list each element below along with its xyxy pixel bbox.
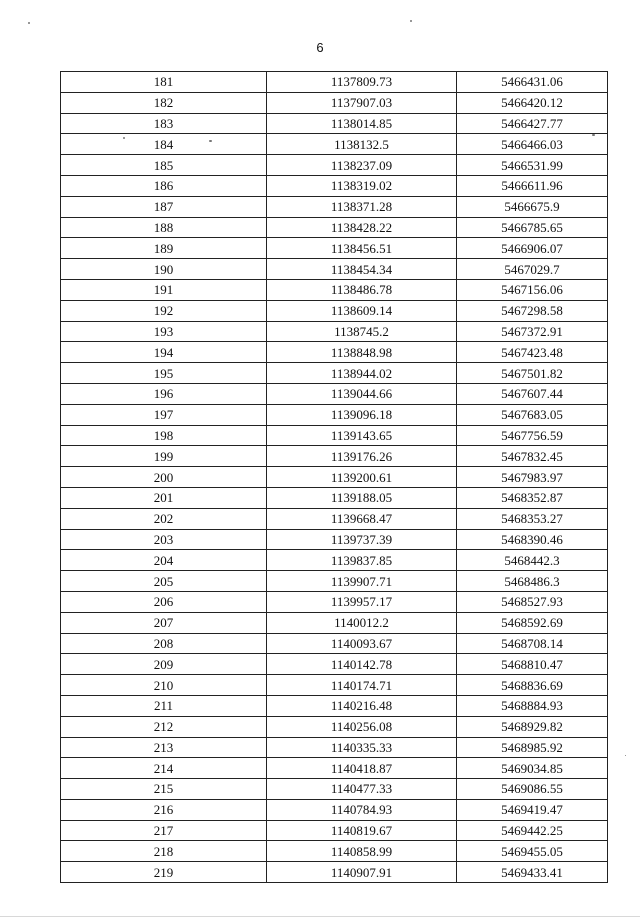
y-coordinate-cell: 5469086.55: [457, 779, 608, 800]
point-number-cell: 196: [61, 383, 267, 404]
table-row: [61, 321, 608, 342]
table-row: [61, 383, 608, 404]
table-row: [61, 633, 608, 654]
y-coordinate-cell: 5466785.65: [457, 217, 608, 238]
y-coordinate-cell: 5466431.06: [457, 72, 608, 93]
x-coordinate-cell: 1138319.02: [267, 175, 457, 196]
x-coordinate-cell: 1140907.91: [267, 862, 457, 883]
table-row: [61, 737, 608, 758]
point-number-cell: 183: [61, 113, 267, 134]
x-coordinate-cell: 1139143.65: [267, 425, 457, 446]
scan-speck: [123, 137, 125, 139]
point-number-cell: 185: [61, 155, 267, 176]
x-coordinate-cell: 1139188.05: [267, 487, 457, 508]
y-coordinate-cell: 5469034.85: [457, 758, 608, 779]
point-number-cell: 203: [61, 529, 267, 550]
x-coordinate-cell: 1138371.28: [267, 196, 457, 217]
y-coordinate-cell: 5468527.93: [457, 591, 608, 612]
table-row: [61, 279, 608, 300]
point-number-cell: 218: [61, 841, 267, 862]
table-row: [61, 217, 608, 238]
x-coordinate-cell: 1140335.33: [267, 737, 457, 758]
x-coordinate-cell: 1139668.47: [267, 508, 457, 529]
point-number-cell: 188: [61, 217, 267, 238]
point-number-cell: 211: [61, 695, 267, 716]
scan-speck: [209, 140, 212, 142]
y-coordinate-cell: 5468836.69: [457, 675, 608, 696]
coordinates-table-body: [61, 72, 608, 883]
x-coordinate-cell: 1137907.03: [267, 92, 457, 113]
table-row: [61, 862, 608, 883]
scan-edge-line: [0, 916, 640, 917]
y-coordinate-cell: 5467156.06: [457, 279, 608, 300]
y-coordinate-cell: 5466906.07: [457, 238, 608, 259]
table-row: [61, 820, 608, 841]
point-number-cell: 200: [61, 467, 267, 488]
x-coordinate-cell: 1139044.66: [267, 383, 457, 404]
y-coordinate-cell: 5466427.77: [457, 113, 608, 134]
point-number-cell: 193: [61, 321, 267, 342]
x-coordinate-cell: 1140012.2: [267, 612, 457, 633]
point-number-cell: 210: [61, 675, 267, 696]
point-number-cell: 189: [61, 238, 267, 259]
scan-speck: [625, 755, 626, 756]
table-row: [61, 779, 608, 800]
x-coordinate-cell: 1139200.61: [267, 467, 457, 488]
table-row: [61, 238, 608, 259]
x-coordinate-cell: 1138609.14: [267, 300, 457, 321]
y-coordinate-cell: 5468929.82: [457, 716, 608, 737]
point-number-cell: 190: [61, 259, 267, 280]
y-coordinate-cell: 5466420.12: [457, 92, 608, 113]
point-number-cell: 184: [61, 134, 267, 155]
y-coordinate-cell: 5467756.59: [457, 425, 608, 446]
x-coordinate-cell: 1140174.71: [267, 675, 457, 696]
table-row: [61, 487, 608, 508]
point-number-cell: 207: [61, 612, 267, 633]
x-coordinate-cell: 1140142.78: [267, 654, 457, 675]
table-row: [61, 675, 608, 696]
x-coordinate-cell: 1140418.87: [267, 758, 457, 779]
y-coordinate-cell: 5466466.03: [457, 134, 608, 155]
table-row: [61, 113, 608, 134]
y-coordinate-cell: 5468810.47: [457, 654, 608, 675]
y-coordinate-cell: 5467832.45: [457, 446, 608, 467]
x-coordinate-cell: 1138237.09: [267, 155, 457, 176]
y-coordinate-cell: 5467372.91: [457, 321, 608, 342]
point-number-cell: 209: [61, 654, 267, 675]
x-coordinate-cell: 1138132.5: [267, 134, 457, 155]
y-coordinate-cell: 5467683.05: [457, 404, 608, 425]
point-number-cell: 205: [61, 571, 267, 592]
table-row: [61, 300, 608, 321]
x-coordinate-cell: 1138944.02: [267, 363, 457, 384]
y-coordinate-cell: 5468352.87: [457, 487, 608, 508]
table-row: [61, 841, 608, 862]
table-row: [61, 155, 608, 176]
page-number: 6: [316, 40, 324, 55]
point-number-cell: 187: [61, 196, 267, 217]
point-number-cell: 217: [61, 820, 267, 841]
scan-speck: [592, 134, 595, 136]
point-number-cell: 215: [61, 779, 267, 800]
table-row: [61, 799, 608, 820]
point-number-cell: 204: [61, 550, 267, 571]
point-number-cell: 202: [61, 508, 267, 529]
table-row: [61, 134, 608, 155]
x-coordinate-cell: 1138456.51: [267, 238, 457, 259]
point-number-cell: 197: [61, 404, 267, 425]
point-number-cell: 194: [61, 342, 267, 363]
y-coordinate-cell: 5469419.47: [457, 799, 608, 820]
y-coordinate-cell: 5467298.58: [457, 300, 608, 321]
x-coordinate-cell: 1139737.39: [267, 529, 457, 550]
y-coordinate-cell: 5468486.3: [457, 571, 608, 592]
x-coordinate-cell: 1140093.67: [267, 633, 457, 654]
y-coordinate-cell: 5469442.25: [457, 820, 608, 841]
table-row: [61, 92, 608, 113]
point-number-cell: 206: [61, 591, 267, 612]
y-coordinate-cell: 5467983.97: [457, 467, 608, 488]
y-coordinate-cell: 5467029.7: [457, 259, 608, 280]
y-coordinate-cell: 5469455.05: [457, 841, 608, 862]
point-number-cell: 213: [61, 737, 267, 758]
point-number-cell: 191: [61, 279, 267, 300]
x-coordinate-cell: 1137809.73: [267, 72, 457, 93]
table-row: [61, 446, 608, 467]
x-coordinate-cell: 1139907.71: [267, 571, 457, 592]
x-coordinate-cell: 1138848.98: [267, 342, 457, 363]
point-number-cell: 182: [61, 92, 267, 113]
x-coordinate-cell: 1140819.67: [267, 820, 457, 841]
x-coordinate-cell: 1138454.34: [267, 259, 457, 280]
y-coordinate-cell: 5466531.99: [457, 155, 608, 176]
x-coordinate-cell: 1138486.78: [267, 279, 457, 300]
table-row: [61, 612, 608, 633]
table-row: [61, 571, 608, 592]
point-number-cell: 219: [61, 862, 267, 883]
point-number-cell: 212: [61, 716, 267, 737]
point-number-cell: 199: [61, 446, 267, 467]
table-row: [61, 259, 608, 280]
x-coordinate-cell: 1139837.85: [267, 550, 457, 571]
y-coordinate-cell: 5469433.41: [457, 862, 608, 883]
table-row: [61, 654, 608, 675]
point-number-cell: 195: [61, 363, 267, 384]
x-coordinate-cell: 1139176.26: [267, 446, 457, 467]
x-coordinate-cell: 1139957.17: [267, 591, 457, 612]
y-coordinate-cell: 5468708.14: [457, 633, 608, 654]
x-coordinate-cell: 1140216.48: [267, 695, 457, 716]
y-coordinate-cell: 5468884.93: [457, 695, 608, 716]
table-row: [61, 508, 608, 529]
y-coordinate-cell: 5468592.69: [457, 612, 608, 633]
y-coordinate-cell: 5468442.3: [457, 550, 608, 571]
point-number-cell: 214: [61, 758, 267, 779]
x-coordinate-cell: 1139096.18: [267, 404, 457, 425]
y-coordinate-cell: 5467423.48: [457, 342, 608, 363]
table-row: [61, 363, 608, 384]
x-coordinate-cell: 1140477.33: [267, 779, 457, 800]
point-number-cell: 208: [61, 633, 267, 654]
x-coordinate-cell: 1138014.85: [267, 113, 457, 134]
scan-speck: [410, 20, 412, 22]
table-row: [61, 716, 608, 737]
x-coordinate-cell: 1138745.2: [267, 321, 457, 342]
point-number-cell: 216: [61, 799, 267, 820]
table-row: [61, 72, 608, 93]
x-coordinate-cell: 1140256.08: [267, 716, 457, 737]
point-number-cell: 201: [61, 487, 267, 508]
x-coordinate-cell: 1140858.99: [267, 841, 457, 862]
table-row: [61, 591, 608, 612]
table-row: [61, 404, 608, 425]
x-coordinate-cell: 1140784.93: [267, 799, 457, 820]
table-row: [61, 467, 608, 488]
point-number-cell: 186: [61, 175, 267, 196]
y-coordinate-cell: 5467501.82: [457, 363, 608, 384]
y-coordinate-cell: 5466675.9: [457, 196, 608, 217]
point-number-cell: 198: [61, 425, 267, 446]
point-number-cell: 192: [61, 300, 267, 321]
y-coordinate-cell: 5468353.27: [457, 508, 608, 529]
table-row: [61, 529, 608, 550]
y-coordinate-cell: 5467607.44: [457, 383, 608, 404]
table-row: [61, 425, 608, 446]
table-row: [61, 175, 608, 196]
table-row: [61, 342, 608, 363]
y-coordinate-cell: 5468985.92: [457, 737, 608, 758]
y-coordinate-cell: 5468390.46: [457, 529, 608, 550]
y-coordinate-cell: 5466611.96: [457, 175, 608, 196]
point-number-cell: 181: [61, 72, 267, 93]
table-row: [61, 196, 608, 217]
coordinates-table: [60, 71, 608, 883]
x-coordinate-cell: 1138428.22: [267, 217, 457, 238]
table-row: [61, 758, 608, 779]
scan-speck: [28, 22, 30, 24]
table-row: [61, 695, 608, 716]
table-row: [61, 550, 608, 571]
